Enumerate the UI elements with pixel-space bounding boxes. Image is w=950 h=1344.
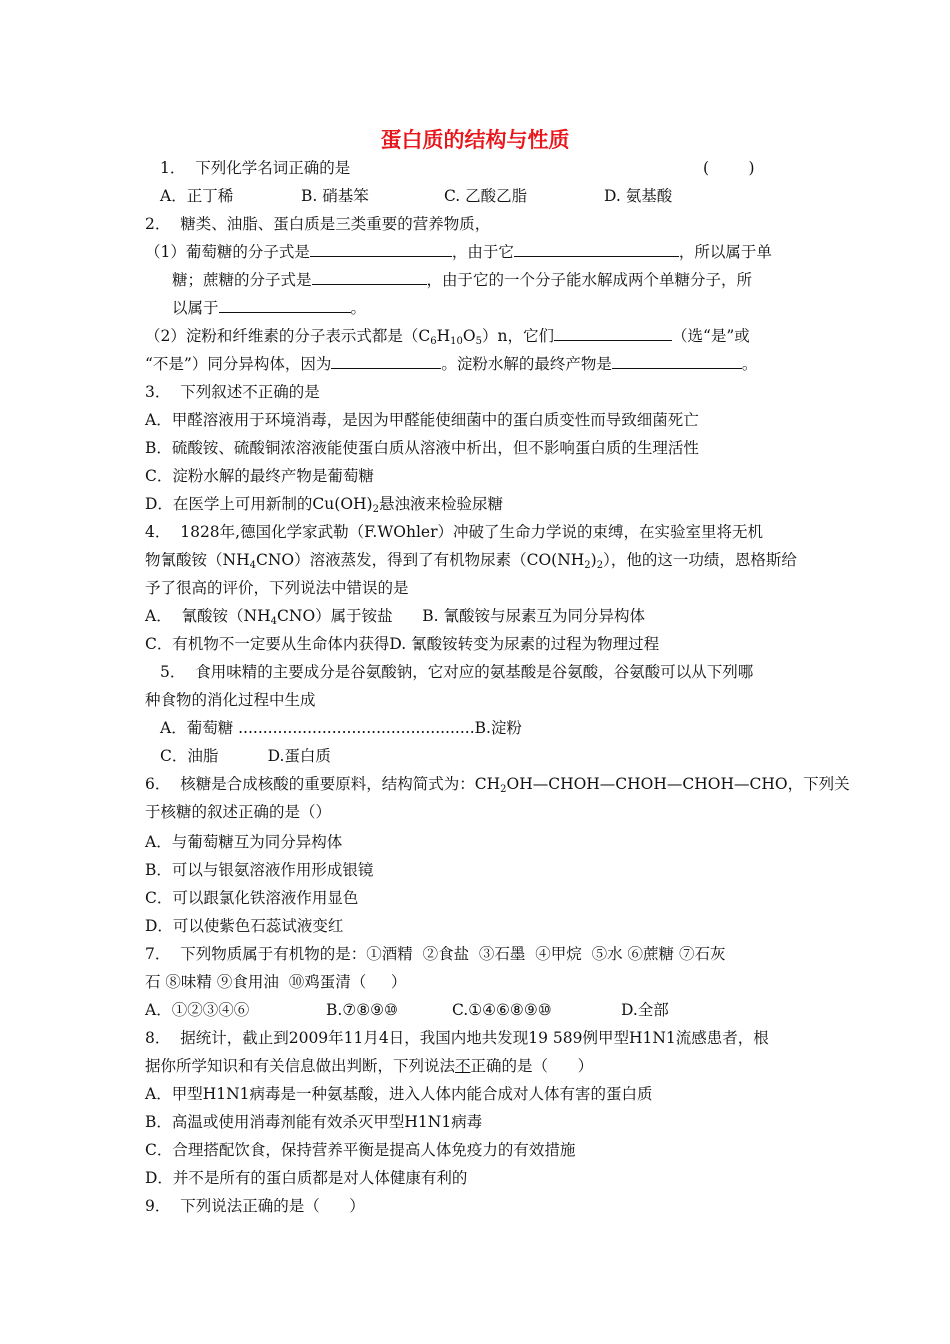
question-6-line-2: 于核糖的叙述正确的是（）: [145, 803, 332, 821]
question-4-line-3: 予了很高的评价，下列说法中错误的是: [145, 579, 409, 597]
question-4-options-cd: C．有机物不一定要从生命体内获得D. 氰酸铵转变为尿素的过程为物理过程: [145, 635, 660, 653]
question-1-stem: 1． 下列化学名词正确的是: [160, 159, 351, 177]
question-1-answer-paren: ( ): [703, 159, 755, 177]
question-8-option-d: D．并不是所有的蛋白质都是对人体健康有利的: [145, 1169, 468, 1187]
question-7-option-c: C.①④⑥⑧⑨⑩: [452, 1001, 552, 1019]
question-6-option-c: C．可以跟氯化铁溶液作用显色: [145, 889, 359, 907]
question-8-option-b: B．高温或使用消毒剂能有效杀灭甲型H1N1病毒: [145, 1113, 483, 1131]
question-7-line-1: 7． 下列物质属于有机物的是：①酒精 ②食盐 ③石墨 ④甲烷 ⑤水 ⑥蔗糖 ⑦石灰: [145, 945, 726, 963]
question-2-part-1-line-3: 以属于 。: [172, 299, 367, 317]
question-3-option-b: B．硫酸铵、硫酸铜浓溶液能使蛋白质从溶液中析出，但不影响蛋白质的生理活性: [145, 439, 699, 457]
answer-blank[interactable]: [514, 241, 679, 257]
question-4-line-2: 物氰酸铵$(NH_4CNO)$溶液蒸发，得到了有机物尿素$(CO(NH_2)_2)$，他的这一功绩，恩格斯给: [145, 551, 797, 571]
question-6-option-a: A．与葡萄糖互为同分异构体: [145, 833, 343, 851]
question-2-stem: 2． 糖类、油脂、蛋白质是三类重要的营养物质，: [145, 215, 491, 233]
question-7-option-b: B.⑦⑧⑨⑩: [326, 1001, 398, 1019]
question-3-option-d: D．在医学上可用新制的$Cu(OH)_2$悬浊液来检验尿糖: [145, 495, 503, 515]
question-4-options-ab: A． 氰酸铵$(NH_4CNO)$属于铵盐 B. 氰酸铵与尿素互为同分异构体: [145, 607, 645, 627]
question-8-option-c: C．合理搭配饮食，保持营养平衡是提高人体免疫力的有效措施: [145, 1141, 576, 1159]
page-title: 蛋白质的结构与性质: [380, 128, 570, 152]
question-1-option-d: D. 氨基酸: [604, 187, 673, 205]
question-6-option-d: D．可以使紫色石蕊试液变红: [145, 917, 344, 935]
question-3-option-a: A．甲醛溶液用于环境消毒，是因为甲醛能使细菌中的蛋白质变性而导致细菌死亡: [145, 411, 699, 429]
question-7-line-2: 石 ⑧味精 ⑨食用油 ⑩鸡蛋清（ ）: [145, 973, 407, 991]
question-2-part-1-line-2: 糖；蔗糖的分子式是 ，由于它的一个分子能水解成两个单糖分子，所: [172, 271, 753, 289]
question-4-line-1: 4． 1828年,德国化学家武勒（F.WOhler）冲破了生命力学说的束缚，在实验室里将无机: [145, 523, 764, 541]
question-5-options-cd: C．油脂 D.蛋白质: [160, 747, 331, 765]
question-6-option-b: B．可以与银氨溶液作用形成银镜: [145, 861, 374, 879]
answer-blank[interactable]: [312, 269, 427, 285]
question-8-line-2: 据你所学知识和有关信息做出判断，下列说法不正确的是（ ）: [145, 1057, 594, 1075]
question-5-options-ab: A．葡萄糖 ................................................B.淀粉: [160, 719, 522, 737]
question-2-part-1-line-1: （1）葡萄糖的分子式是 ，由于它 ，所以属于单: [145, 243, 772, 261]
answer-blank[interactable]: [612, 353, 742, 369]
question-1-option-a: A．正丁稀: [160, 187, 234, 205]
question-9-stem: 9． 下列说法正确的是（ ）: [145, 1197, 365, 1215]
answer-blank[interactable]: [554, 325, 672, 341]
question-1-option-b: B. 硝基笨: [301, 187, 369, 205]
question-7-option-d: D.全部: [621, 1001, 669, 1019]
question-3-option-c: C．淀粉水解的最终产物是葡萄糖: [145, 467, 374, 485]
answer-blank[interactable]: [219, 297, 351, 313]
answer-blank[interactable]: [310, 241, 452, 257]
question-7-option-a: A．①②③④⑥: [145, 1001, 250, 1019]
question-5-line-2: 种食物的消化过程中生成: [145, 691, 316, 709]
answer-blank[interactable]: [331, 353, 441, 369]
question-1-option-c: C. 乙酸乙脂: [444, 187, 528, 205]
question-5-line-1: 5． 食用味精的主要成分是谷氨酸钠，它对应的氨基酸是谷氨酸，谷氨酸可以从下列哪: [160, 663, 754, 681]
question-3-stem: 3． 下列叙述不正确的是: [145, 383, 320, 401]
question-8-option-a: A．甲型H1N1病毒是一种氨基酸，进入人体内能合成对人体有害的蛋白质: [145, 1085, 653, 1103]
question-8-line-1: 8． 据统计，截止到2009年11月4日，我国内地共发现19 589例甲型H1N1流感患者，根: [145, 1029, 769, 1047]
question-6-line-1: 6． 核糖是合成核酸的重要原料，结构简式为：$CH_2OH—CHOH—CHOH—CHOH—CHO$，下列关: [145, 775, 850, 795]
question-2-part-2-line-1: （2）淀粉和纤维素的分子表示式都是$(C_6H_{10}O_5)n$，它们 （选“是”或: [145, 327, 750, 347]
question-2-part-2-line-2: “不是”）同分异构体，因为 。淀粉水解的最终产物是 。: [145, 355, 758, 373]
